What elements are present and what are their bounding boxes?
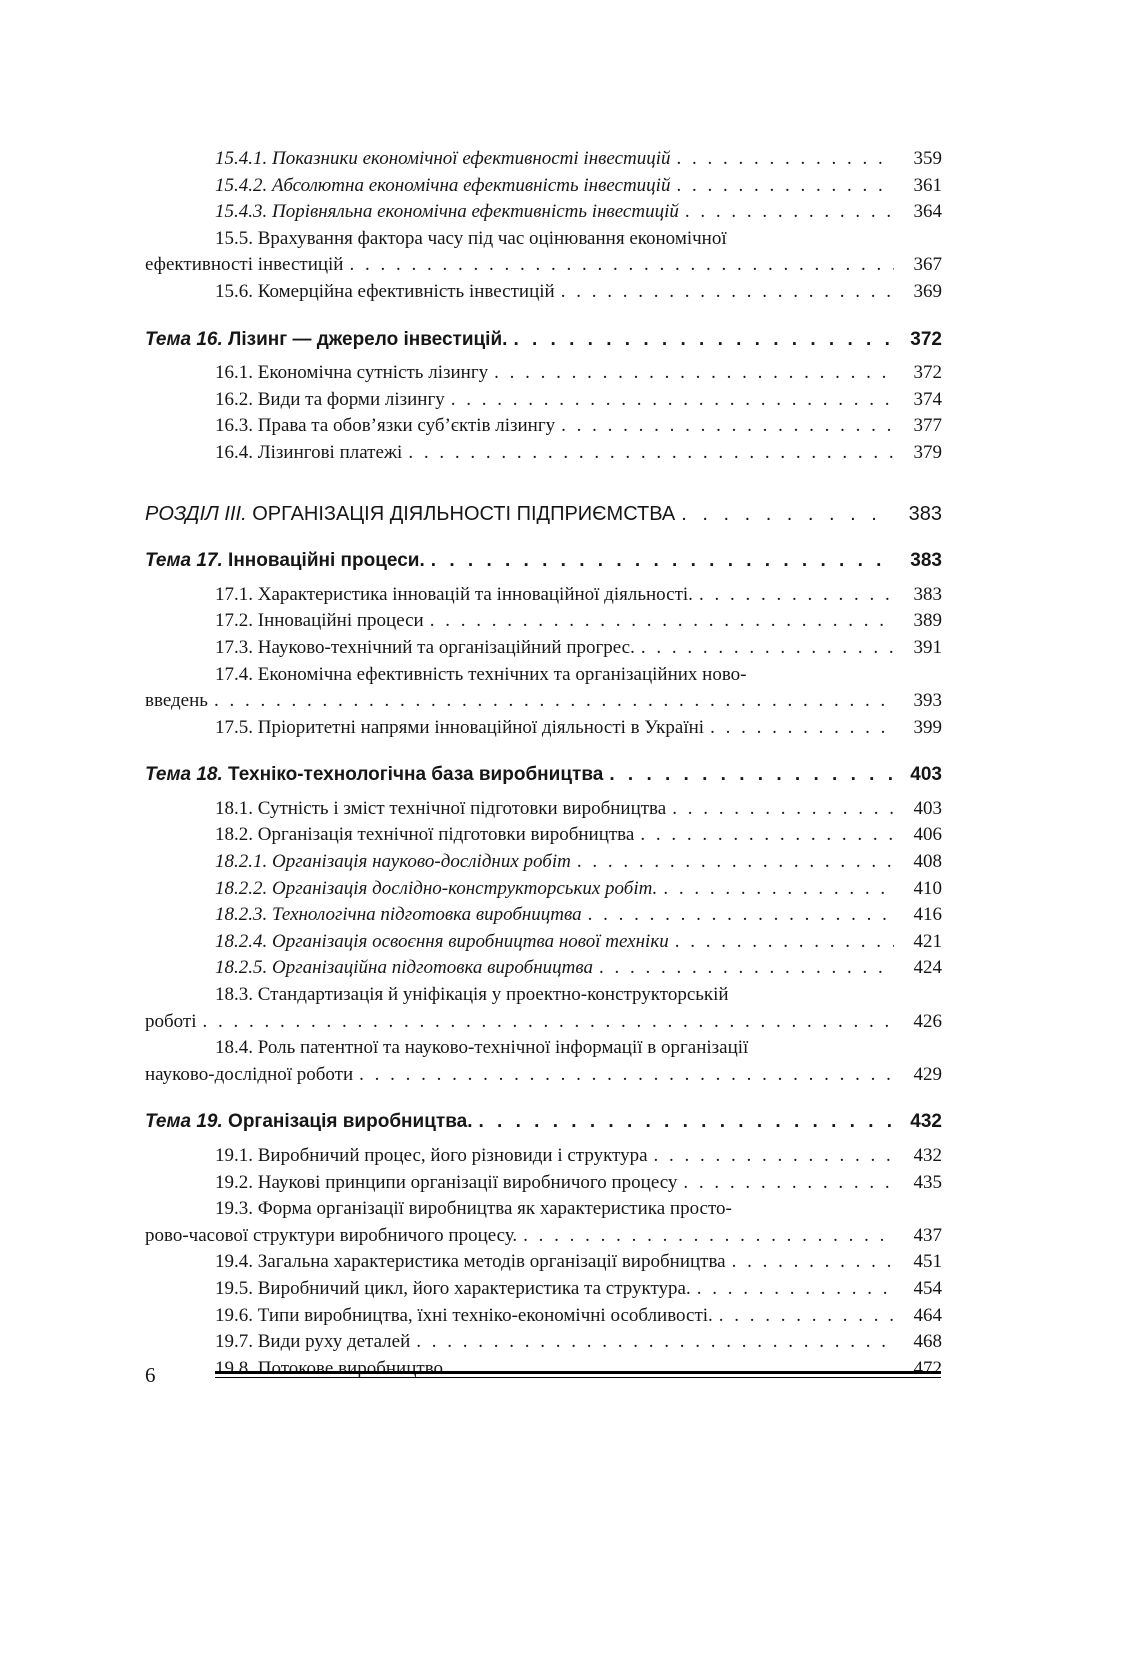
toc-entry-row [145,1109,942,1136]
toc-dot-leader [408,440,894,467]
toc-entry-row [145,1143,942,1170]
toc-page-number: 472 [913,1357,942,1379]
toc-entry-title: 16.2. Види та форми лізингу [215,388,445,410]
toc-entry-row [145,548,942,575]
toc-page-number: 377 [913,415,942,437]
toc-entry-prefix: Тема 19. [145,1111,229,1133]
toc-dot-leader [513,327,894,354]
toc-entry [145,762,942,789]
toc-entry [145,662,942,715]
toc-dot-leader [599,955,894,982]
toc-page-number: 364 [913,201,942,223]
toc-entry-row [145,1009,942,1036]
toc-dot-leader [672,796,894,823]
toc-entry [145,582,942,609]
toc-entry [145,226,942,279]
toc-page-number: 391 [913,636,942,658]
toc-dot-leader [588,902,894,929]
toc-entry [145,1196,942,1249]
toc-dot-leader [663,876,894,903]
toc-dot-leader [675,929,894,956]
toc-entry-row [145,327,942,354]
toc-entry-row [145,1062,942,1089]
toc-entry [145,387,942,414]
toc-page-number: 432 [913,1145,942,1166]
toc-entry [145,279,942,306]
toc-dot-leader [677,146,895,173]
toc-dot-leader [699,582,894,609]
toc-page-number: 389 [913,610,942,632]
footer-rule [215,1371,941,1378]
toc-entry-row [145,1276,942,1303]
toc-dot-leader [710,715,894,742]
toc-entry-title: 19.4. Загальна характеристика методів організації виробництва [215,1251,726,1273]
toc-dot-leader [431,548,894,575]
toc-entry-title: 17.1. Характеристика інновацій та інноваційної діяльності. [215,583,693,605]
toc-dot-leader [676,173,894,200]
toc-entry-title: 18.2.4. Організація освоєння виробництва нової техніки [215,930,669,952]
toc-entry-title: 18.2.2. Організація дослідно-конструкторських робіт. [215,877,658,899]
toc-dot-leader [203,1009,895,1036]
toc-entry-row [145,876,942,903]
toc-entry-title: 15.6. Комерційна ефективність інвестицій [215,280,555,302]
toc-entry [145,1143,942,1170]
toc-entry [145,413,942,440]
toc-dot-leader [359,1062,894,1089]
toc-entry-title: роботі [145,1010,197,1032]
toc-dot-leader [349,252,894,279]
toc-page-number: 451 [913,1251,942,1273]
toc-page-number: 416 [913,904,942,926]
toc-page-number: 437 [913,1224,942,1246]
toc-entry-row [145,849,942,876]
toc-entry-title: 17.3. Науково-технічний та організаційний прогрес. [215,636,635,658]
toc-dot-leader [561,279,894,306]
toc-entry [145,440,942,467]
toc-page-number: 403 [913,797,942,819]
toc-page-number: 468 [913,1331,942,1353]
toc-list [145,146,942,1382]
toc-entry-title: Тема 16. Лізинг — джерело інвестицій. [145,328,508,350]
toc-page-number: 410 [913,877,942,899]
toc-entry-row [145,501,942,528]
toc-dot-leader [641,635,894,662]
toc-dot-leader [640,822,894,849]
toc-dot-leader [523,1223,894,1250]
toc-entry-text: 17.4. Економічна ефективність технічних та організаційних ново- [215,663,747,685]
toc-page-number: 403 [910,764,942,786]
toc-page-number: 372 [913,362,942,384]
toc-entry [145,608,942,635]
toc-dot-leader [697,1276,894,1303]
toc-entry-row [145,1303,942,1330]
toc-entry-title: Тема 18. Техніко-технологічна база виробництва [145,764,604,786]
toc-entry-title: 19.6. Типи виробництва, їхні техніко-економічні особливості. [215,1304,713,1326]
toc-entry-text: 15.5. Врахування фактора часу під час оцінювання економічної [215,227,727,249]
toc-dot-leader [685,199,894,226]
toc-page-number: 369 [913,280,942,302]
toc-dot-leader [683,1170,894,1197]
toc-entry [145,360,942,387]
toc-entry-title: введень [145,690,208,712]
toc-entry [145,1356,942,1383]
toc-entry-title: 19.1. Виробничий процес, його різновиди і структура [215,1145,648,1166]
toc-entry [145,1329,942,1356]
toc-entry-row [145,1249,942,1276]
toc-entry-row [145,413,942,440]
toc-entry-title: 15.4.3. Порівняльна економічна ефективність інвестицій [215,201,679,223]
toc-page-number: 361 [913,174,942,196]
toc-entry-row [145,199,942,226]
toc-entry [145,715,942,742]
toc-entry-title: 18.2.3. Технологічна підготовка виробництва [215,904,582,926]
toc-page-number: 408 [913,851,942,873]
toc-page-number: 435 [913,1171,942,1193]
toc-entry [145,146,942,173]
toc-entry [145,929,942,956]
toc-entry [145,1249,942,1276]
toc-entry-text: 19.3. Форма організації виробництва як характеристика просто- [215,1198,732,1220]
toc-entry-row [145,1329,942,1356]
toc-page-number: 383 [908,502,942,525]
toc-page-number: 367 [913,254,942,276]
toc-dot-leader [732,1249,894,1276]
toc-entry-text: 18.4. Роль патентної та науково-технічної інформації в організації [215,1037,749,1059]
toc-entry-prefix: Тема 18. [145,764,229,786]
toc-entry-title: 18.1. Сутність і зміст технічної підготовки виробництва [215,797,667,819]
toc-entry-title: 19.8. Потокове виробництво [215,1357,444,1379]
toc-page-number: 464 [913,1304,942,1326]
toc-dot-leader [478,1109,894,1136]
toc-entry-row [145,387,942,414]
toc-dot-leader [561,413,894,440]
toc-entry-row [145,1223,942,1250]
toc-page-number: 383 [913,583,942,605]
toc-entry-row [145,1170,942,1197]
toc-entry [145,796,942,823]
toc-page-number: 393 [913,690,942,712]
toc-page-number: 406 [913,824,942,846]
toc-entry-title: 16.1. Економічна сутність лізингу [215,362,489,384]
toc-dot-leader [451,387,894,414]
page-number: 6 [145,1363,156,1387]
toc-entry-row [145,582,942,609]
toc-page-number: 421 [913,930,942,952]
toc-entry-title: 15.4.1. Показники економічної ефективності інвестицій [215,148,671,169]
toc-entry-row [145,360,942,387]
toc-page-number: 379 [913,441,942,463]
toc-entry-row [145,929,942,956]
toc-entry [145,1035,942,1088]
toc-entry-title: 19.5. Виробничий цикл, його характеристика та структура. [215,1277,691,1299]
toc-dot-leader [214,688,894,715]
toc-entry-row [145,440,942,467]
toc-entry-row [145,252,942,279]
toc-entry [145,876,942,903]
toc-entry-row [145,955,942,982]
toc-entry-prefix: РОЗДІЛ III. [145,502,253,525]
toc-entry-prefix: Тема 16. [145,328,229,350]
toc-entry [145,635,942,662]
toc-entry-title: 18.2. Організація технічної підготовки виробництва [215,824,635,846]
toc-entry-title: Тема 19. Організація виробництва. [145,1111,473,1133]
toc-dot-leader [430,608,894,635]
toc-page-number: 383 [910,550,942,572]
toc-page-number: 424 [913,957,942,979]
toc-entry-title: 17.5. Пріоритетні напрями інноваційної діяльності в Україні [215,716,705,738]
toc-entry [145,902,942,929]
toc-entry [145,1170,942,1197]
toc-page-number: 454 [913,1277,942,1299]
toc-dot-leader [609,762,894,789]
toc-entry-title: ефективності інвестицій [145,254,344,276]
toc-page-number: 426 [913,1010,942,1032]
toc-entry-title: 15.4.2. Абсолютна економічна ефективність інвестицій [215,174,671,196]
toc-entry-title: 18.2.1. Організація науково-дослідних робіт [215,851,571,873]
toc-entry-title: РОЗДІЛ III. ОРГАНІЗАЦІЯ ДІЯЛЬНОСТІ ПІДПРИЄМСТВА [145,502,676,525]
toc-entry-title: Тема 17. Інноваційні процеси. [145,550,425,572]
toc-entry-row [145,173,942,200]
toc-entry [145,548,942,575]
toc-entry-row [145,279,942,306]
toc-entry-row [145,146,942,173]
toc-entry [145,982,942,1035]
toc-entry-row [145,902,942,929]
toc-entry-row [145,1356,942,1383]
toc-entry-title: 18.2.5. Організаційна підготовка виробництва [215,957,593,979]
toc-entry-prefix: Тема 17. [145,550,229,572]
toc-dot-leader [654,1143,894,1170]
toc-entry-row [145,762,942,789]
toc-dot-leader [681,501,894,528]
toc-page-number: 372 [910,328,942,350]
toc-entry [145,1303,942,1330]
toc-entry [145,501,942,528]
toc-entry-row [145,635,942,662]
toc-page-number: 399 [913,716,942,738]
toc-entry-row [145,822,942,849]
toc-page-number: 359 [913,148,942,169]
toc-entry-title: науково-дослідної роботи [145,1063,354,1085]
toc-dot-leader [449,1356,894,1383]
toc-entry [145,1109,942,1136]
toc-entry [145,849,942,876]
toc-page-number: 432 [910,1111,942,1133]
toc-page-number: 429 [913,1063,942,1085]
toc-dot-leader [719,1303,894,1330]
toc-entry [145,955,942,982]
toc-entry-title: 16.4. Лізингові платежі [215,441,403,463]
toc-entry [145,1276,942,1303]
toc-dot-leader [494,360,894,387]
toc-entry-row [145,688,942,715]
toc-entry-title: рово-часової структури виробничого процесу. [145,1224,518,1246]
toc-entry-row [145,608,942,635]
toc-entry [145,173,942,200]
toc-entry [145,199,942,226]
toc-dot-leader [416,1329,894,1356]
toc-entry [145,822,942,849]
toc-entry-title: 19.7. Види руху деталей [215,1331,411,1353]
toc-page-number: 374 [913,388,942,410]
toc-entry-text: 18.3. Стандартизація й уніфікація у проектно-конструкторській [215,984,729,1006]
toc-entry-row [145,715,942,742]
toc-entry-title: 19.2. Наукові принципи організації виробничого процесу [215,1171,678,1193]
toc-entry-title: 17.2. Інноваційні процеси [215,610,424,632]
toc-entry-row [145,796,942,823]
toc-entry [145,327,942,354]
toc-entry-title: 16.3. Права та обов’язки суб’єктів лізингу [215,415,556,437]
toc-dot-leader [577,849,894,876]
